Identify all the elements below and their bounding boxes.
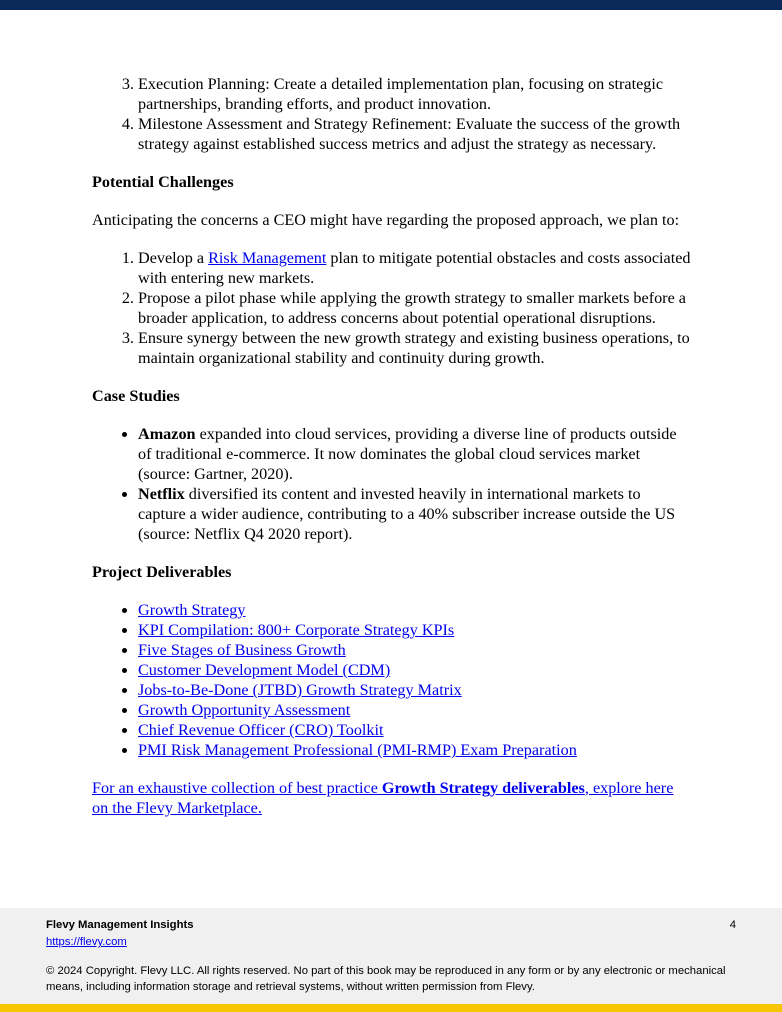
page-footer — [0, 908, 782, 1004]
deliverable-link[interactable]: PMI Risk Management Professional (PMI-RMP) Exam Preparation — [138, 741, 577, 759]
case-studies-list — [92, 424, 692, 544]
section-heading-deliverables: Project Deliverables — [92, 563, 232, 581]
deliverable-link[interactable]: Customer Development Model (CDM) — [138, 661, 391, 679]
list-item — [138, 640, 692, 660]
page-number: 4 — [729, 919, 736, 931]
challenges-list — [92, 248, 692, 368]
list-item — [138, 600, 692, 620]
list-item — [138, 620, 692, 640]
bottom-accent-bar — [0, 1004, 782, 1012]
explore-marketplace-link[interactable]: For an exhaustive collection of best practice Growth Strategy deliverables, explore here on the Flevy Marketplace. — [92, 779, 674, 817]
list-item: 1. Develop a Risk Management plan to mitigate potential obstacles and costs associated with entering new markets. — [138, 248, 692, 288]
list-item: 2. Propose a pilot phase while applying the growth strategy to smaller markets before a broader application, to address concerns about potential operational disruptions. — [138, 288, 692, 328]
list-item — [138, 700, 692, 720]
company-name: Netflix — [138, 485, 185, 503]
challenges-intro: Anticipating the concerns a CEO might have regarding the proposed approach, we plan to: — [92, 211, 680, 229]
deliverable-link[interactable]: Growth Opportunity Assessment — [138, 701, 351, 719]
deliverable-link[interactable]: Chief Revenue Officer (CRO) Toolkit — [138, 721, 384, 739]
list-item: 3. Ensure synergy between the new growth strategy and existing business operations, to maintain organizational stability and continuity during growth. — [138, 328, 692, 368]
deliverables-list — [92, 600, 692, 760]
footer-brand: Flevy Management Insights — [46, 919, 194, 931]
list-item — [138, 740, 692, 760]
top-accent-bar — [0, 0, 782, 10]
company-name: Amazon — [138, 425, 196, 443]
risk-management-link[interactable]: Risk Management — [208, 249, 327, 267]
deliverable-link[interactable]: Jobs-to-Be-Done (JTBD) Growth Strategy Matrix — [138, 681, 462, 699]
list-item: 3. Execution Planning: Create a detailed implementation plan, focusing on strategic partnerships, branding efforts, and product innovation. — [138, 74, 692, 114]
deliverable-link[interactable]: Five Stages of Business Growth — [138, 641, 346, 659]
document-body — [92, 74, 692, 818]
explore-paragraph — [92, 778, 692, 818]
list-item — [138, 680, 692, 700]
list-item: • Netflix diversified its content and invested heavily in international markets to capture a wider audience, contributing to a 40% subscriber increase outside the US (source: Netflix Q4 2020 report). — [138, 484, 692, 544]
list-item: • Amazon expanded into cloud services, providing a diverse line of products outside of traditional e-commerce. It now dominates the global cloud services market (source: Gartner, 2020). — [138, 424, 692, 484]
section-heading-challenges: Potential Challenges — [92, 173, 234, 191]
footer-url-link[interactable]: https://flevy.com — [46, 936, 127, 948]
list-item: 4. Milestone Assessment and Strategy Refinement: Evaluate the success of the growth strategy against established success metrics and adjust the strategy as necessary. — [138, 114, 692, 154]
deliverable-link[interactable]: KPI Compilation: 800+ Corporate Strategy KPIs — [138, 621, 455, 639]
section-heading-case-studies: Case Studies — [92, 387, 180, 405]
deliverable-link[interactable]: Growth Strategy — [138, 601, 246, 619]
steps-list — [92, 74, 692, 154]
list-item — [138, 660, 692, 680]
copyright-notice: © 2024 Copyright. Flevy LLC. All rights reserved. No part of this book may be reproduced in any form or by any electronic or mechanical means, including information storage and retrieval systems, without written permission from Flevy. — [46, 965, 726, 993]
list-item — [138, 720, 692, 740]
